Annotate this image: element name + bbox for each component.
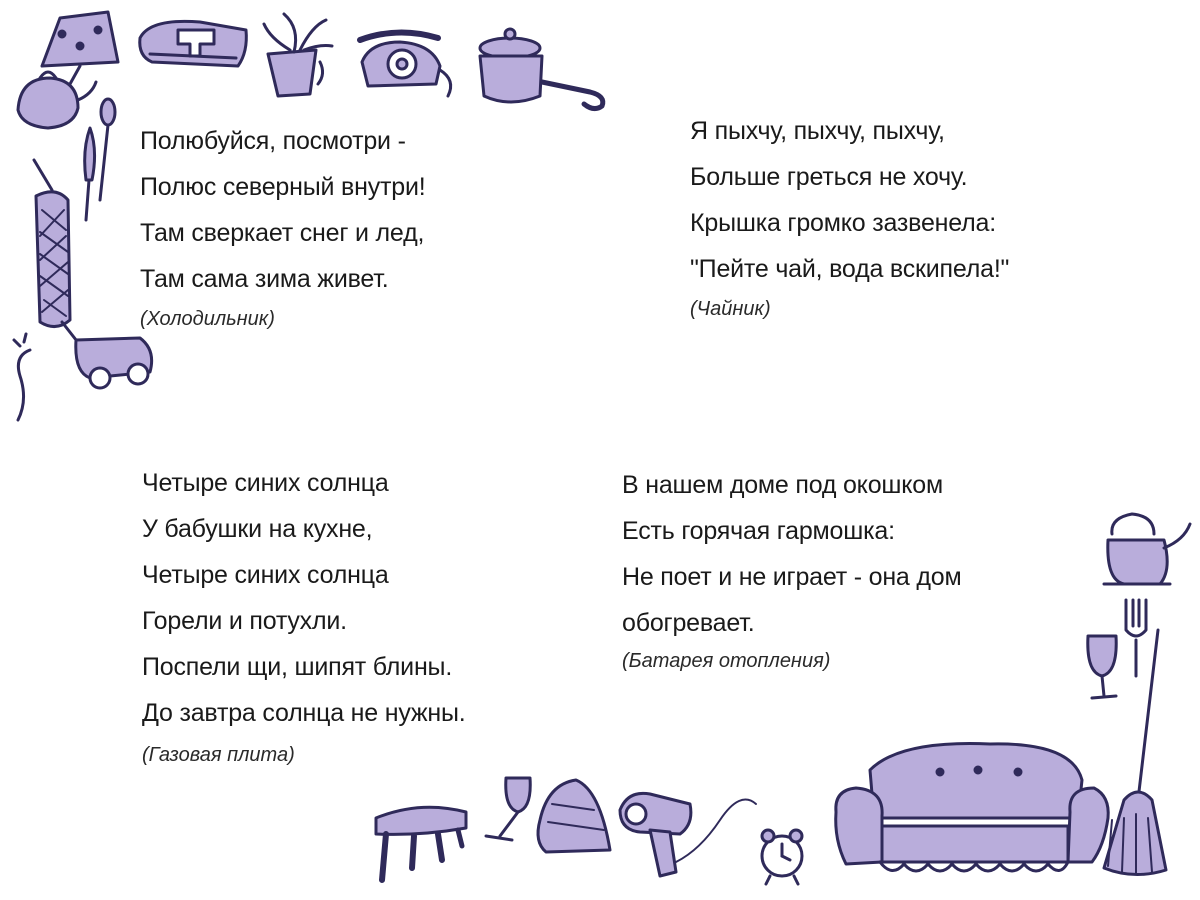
riddle-line: До завтра солнца не нужны. xyxy=(142,699,466,727)
riddle-line: Полюс северный внутри! xyxy=(140,173,426,201)
vacuum-cleaner-icon xyxy=(14,160,152,420)
riddle-line: Я пыхчу, пыхчу, пыхчу, xyxy=(690,117,945,145)
fork-icon xyxy=(1126,600,1146,676)
kettle-icon xyxy=(1104,514,1190,584)
riddle-line: Четыре синих солнца xyxy=(142,469,389,497)
telephone-icon xyxy=(360,32,451,96)
hair-dryer-icon xyxy=(620,793,756,876)
riddle-line: Поспели щи, шипят блины. xyxy=(142,653,453,681)
riddle-line: Полюбуйся, посмотри - xyxy=(140,127,406,155)
riddle-radiator xyxy=(622,462,961,673)
wine-glass-icon xyxy=(486,778,530,840)
flower-pot-icon xyxy=(264,14,332,96)
riddle-line: Не поет и не играет - она дом xyxy=(622,563,962,591)
riddle-line: В нашем доме под окошком xyxy=(622,471,943,499)
iron-icon xyxy=(538,780,610,852)
riddle-line: У бабушки на кухне, xyxy=(142,515,373,543)
riddle-answer: (Батарея отопления) xyxy=(622,650,831,672)
wine-glass-icon xyxy=(1088,636,1116,698)
riddle-line: Горели и потухли. xyxy=(142,607,347,635)
spoon-icon xyxy=(100,99,115,200)
riddle-line: Там сама зима живет. xyxy=(140,265,389,293)
riddle-answer: (Газовая плита) xyxy=(142,744,295,766)
riddle-line: Четыре синих солнца xyxy=(142,561,389,589)
stool-icon xyxy=(376,807,466,880)
riddle-line: Больше греться не хочу. xyxy=(690,163,968,191)
saucepan-icon xyxy=(480,29,603,109)
riddle-line: обогревает. xyxy=(622,609,755,637)
riddle-gas-stove xyxy=(142,460,466,767)
knife-icon xyxy=(85,128,95,220)
riddle-line: Там сверкает снег и лед, xyxy=(140,219,425,247)
riddle-line: Есть горячая гармошка: xyxy=(622,517,895,545)
riddle-refrigerator xyxy=(140,118,425,331)
iron-icon xyxy=(140,21,247,66)
alarm-clock-icon xyxy=(762,830,802,884)
riddle-answer: (Чайник) xyxy=(690,298,771,320)
riddle-kettle xyxy=(690,108,1009,321)
armchair-icon xyxy=(836,744,1109,871)
riddle-answer: (Холодильник) xyxy=(140,308,275,330)
riddle-line: Крышка громко зазвенела: xyxy=(690,209,996,237)
teapot-icon xyxy=(18,72,96,128)
riddle-line: "Пейте чай, вода вскипела!" xyxy=(690,255,1010,283)
